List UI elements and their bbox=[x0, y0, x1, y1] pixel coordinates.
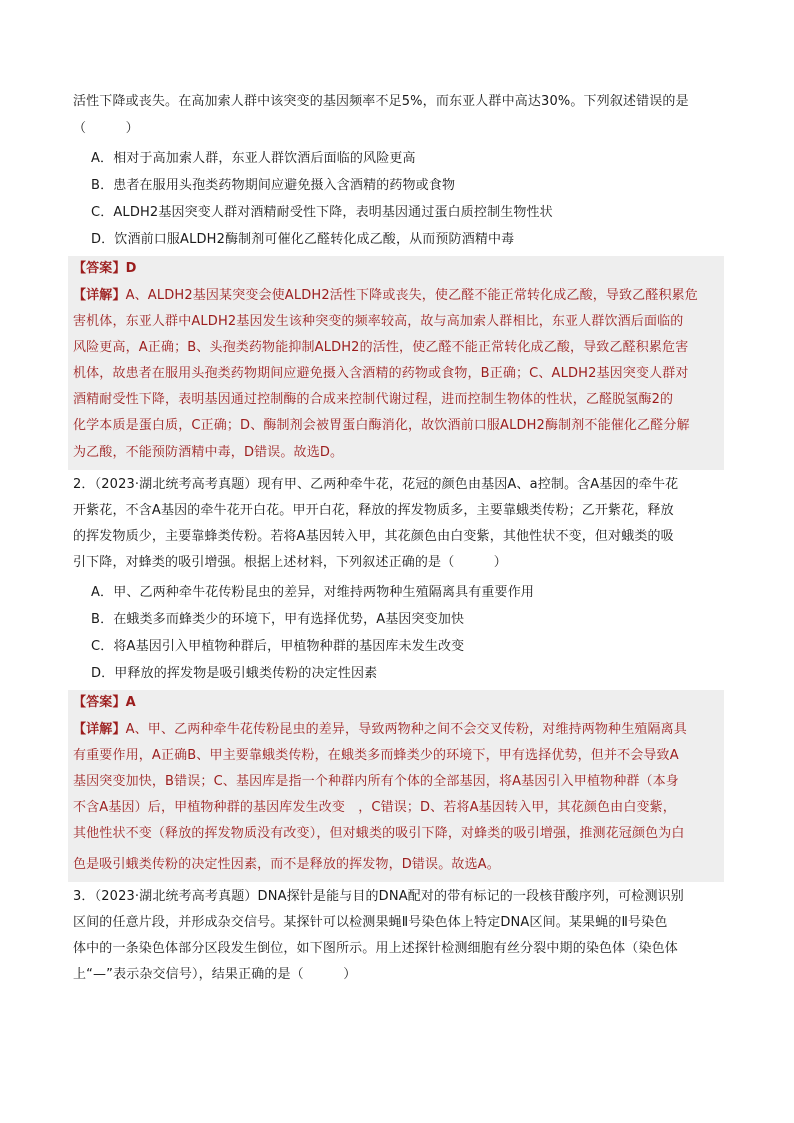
q1-option-c: C．ALDH2基因突变人群对酒精耐受性下降，表明基因通过蛋白质控制生物性状 bbox=[91, 205, 553, 220]
q2-explain-line-1 bbox=[73, 717, 687, 743]
q2-answer bbox=[73, 690, 136, 716]
q2-explain-line-6: 色是吸引蛾类传粉的决定性因素，而不是释放的挥发物，D错误。故选A。 bbox=[73, 857, 500, 872]
q1-option-d: D．饮酒前口服ALDH2酶制剂可催化乙醛转化成乙酸，从而预防酒精中毒 bbox=[91, 232, 515, 247]
q2-stem-line-3: 的挥发物质少，主要靠蜂类传粉。若将A基因转入甲，其花颜色由白变紫，其他性状不变，但对蛾类的吸 bbox=[73, 529, 674, 544]
q2-option-c: C．将A基因引入甲植物种群后，甲植物种群的基因库未发生改变 bbox=[91, 639, 465, 654]
q1-stem-line-2: （ ） bbox=[73, 121, 139, 136]
q1-stem-line-1: 活性下降或丧失。在高加索人群中该突变的基因频率不足5%，而东亚人群中高达30%。下列叙述错误的是 bbox=[73, 94, 689, 109]
q2-explain-line-5: 其他性状不变（释放的挥发物质没有改变），但对蛾类的吸引下降，对蜂类的吸引增强，推测花冠颜色为白 bbox=[73, 826, 685, 841]
q2-option-a: A．甲、乙两种牵牛花传粉昆虫的差异，对维持两物种生殖隔离具有重要作用 bbox=[91, 585, 534, 600]
q2-explain-text-1: A、甲、乙两种牵牛花传粉昆虫的差异，导致两物种之间不会交叉传粉，对维持两物种生殖隔离具 bbox=[125, 722, 687, 737]
q1-explain-line-7: 为乙酸，不能预防酒精中毒，D错误。故选D。 bbox=[73, 445, 344, 460]
q3-stem-line-1: 3．（2023·湖北统考高考真题）DNA探针是能与目的DNA配对的带有标记的一段核苷酸序列，可检测识别 bbox=[73, 889, 684, 904]
q3-stem-line-2: 区间的任意片段，并形成杂交信号。某探针可以检测果蝇Ⅱ号染色体上特定DNA区间。某果蝇的Ⅱ号染色 bbox=[73, 915, 668, 930]
q2-explain-line-4: 不含A基因）后，甲植物种群的基因库发生改变 ，C错误；D、若将A基因转入甲，其花颜色由白变紫， bbox=[73, 800, 676, 815]
q1-explain-tag: 【详解】 bbox=[73, 288, 126, 303]
q2-option-b: B．在蛾类多而蜂类少的环境下，甲有选择优势，A基因突变加快 bbox=[91, 612, 465, 627]
q1-option-a: A．相对于高加索人群，东亚人群饮酒后面临的风险更高 bbox=[91, 151, 416, 166]
q2-stem-line-1: 2．（2023·湖北统考高考真题）现有甲、乙两种牵牛花，花冠的颜色由基因A、a控制。含A基因的牵牛花 bbox=[73, 477, 679, 492]
q1-answer-value: D bbox=[125, 261, 137, 276]
q1-answer-tag: 【答案】 bbox=[73, 261, 126, 276]
q1-explain-line-5: 酒精耐受性下降，表明基因通过控制酶的合成来控制代谢过程，进而控制生物体的性状，乙醛脱氢酶2的 bbox=[73, 392, 674, 407]
q3-stem-line-3: 体中的一条染色体部分区段发生倒位，如下图所示。用上述探针检测细胞有丝分裂中期的染色体（染色体 bbox=[73, 941, 678, 956]
q1-answer bbox=[73, 256, 137, 282]
q2-answer-value: A bbox=[125, 695, 136, 710]
q1-explain-text-1: A、ALDH2基因某突变会使ALDH2活性下降或丧失，使乙醛不能正常转化成乙酸，导致乙醛积累危 bbox=[125, 288, 698, 303]
q2-answer-tag: 【答案】 bbox=[73, 695, 126, 710]
q1-explain-line-4: 机体，故患者在服用头孢类药物期间应避免摄入含酒精的药物或食物，B正确；C、ALDH2基因突变人群对 bbox=[73, 366, 689, 381]
q2-option-d: D．甲释放的挥发物是吸引蛾类传粉的决定性因素 bbox=[91, 666, 378, 681]
q2-explain-line-3: 基因突变加快，B错误；C、基因库是指一个种群内所有个体的全部基因，将A基因引入甲植物种群（本身 bbox=[73, 774, 679, 789]
q1-explain-line-2: 害机体，东亚人群中ALDH2基因发生该种突变的频率较高，故与高加索人群相比，东亚人群饮酒后面临的 bbox=[73, 314, 684, 329]
q2-stem-line-4: 引下降，对蜂类的吸引增强。根据上述材料，下列叙述正确的是（ ） bbox=[73, 555, 507, 570]
q2-explain-tag: 【详解】 bbox=[73, 722, 126, 737]
q1-explain-line-1 bbox=[73, 283, 698, 309]
q3-stem-line-4: 上“—”表示杂交信号），结果正确的是（ ） bbox=[73, 967, 357, 982]
q1-option-b: B．患者在服用头孢类药物期间应避免摄入含酒精的药物或食物 bbox=[91, 178, 456, 193]
q1-explain-line-6: 化学本质是蛋白质，C正确；D、酶制剂会被胃蛋白酶消化，故饮酒前口服ALDH2酶制剂不能催化乙醛分解 bbox=[73, 418, 690, 433]
q2-stem-line-2: 开紫花，不含A基因的牵牛花开白花。甲开白花，释放的挥发物质多，主要靠蛾类传粉；乙开紫花，释放 bbox=[73, 503, 674, 518]
q2-explain-line-2: 有重要作用，A正确B、甲主要靠蛾类传粉，在蛾类多而蜂类少的环境下，甲有选择优势，但并不会导致A bbox=[73, 748, 679, 763]
q1-explain-line-3: 风险更高，A正确；B、头孢类药物能抑制ALDH2的活性，使乙醛不能正常转化成乙酸，导致乙醛积累危害 bbox=[73, 340, 689, 355]
